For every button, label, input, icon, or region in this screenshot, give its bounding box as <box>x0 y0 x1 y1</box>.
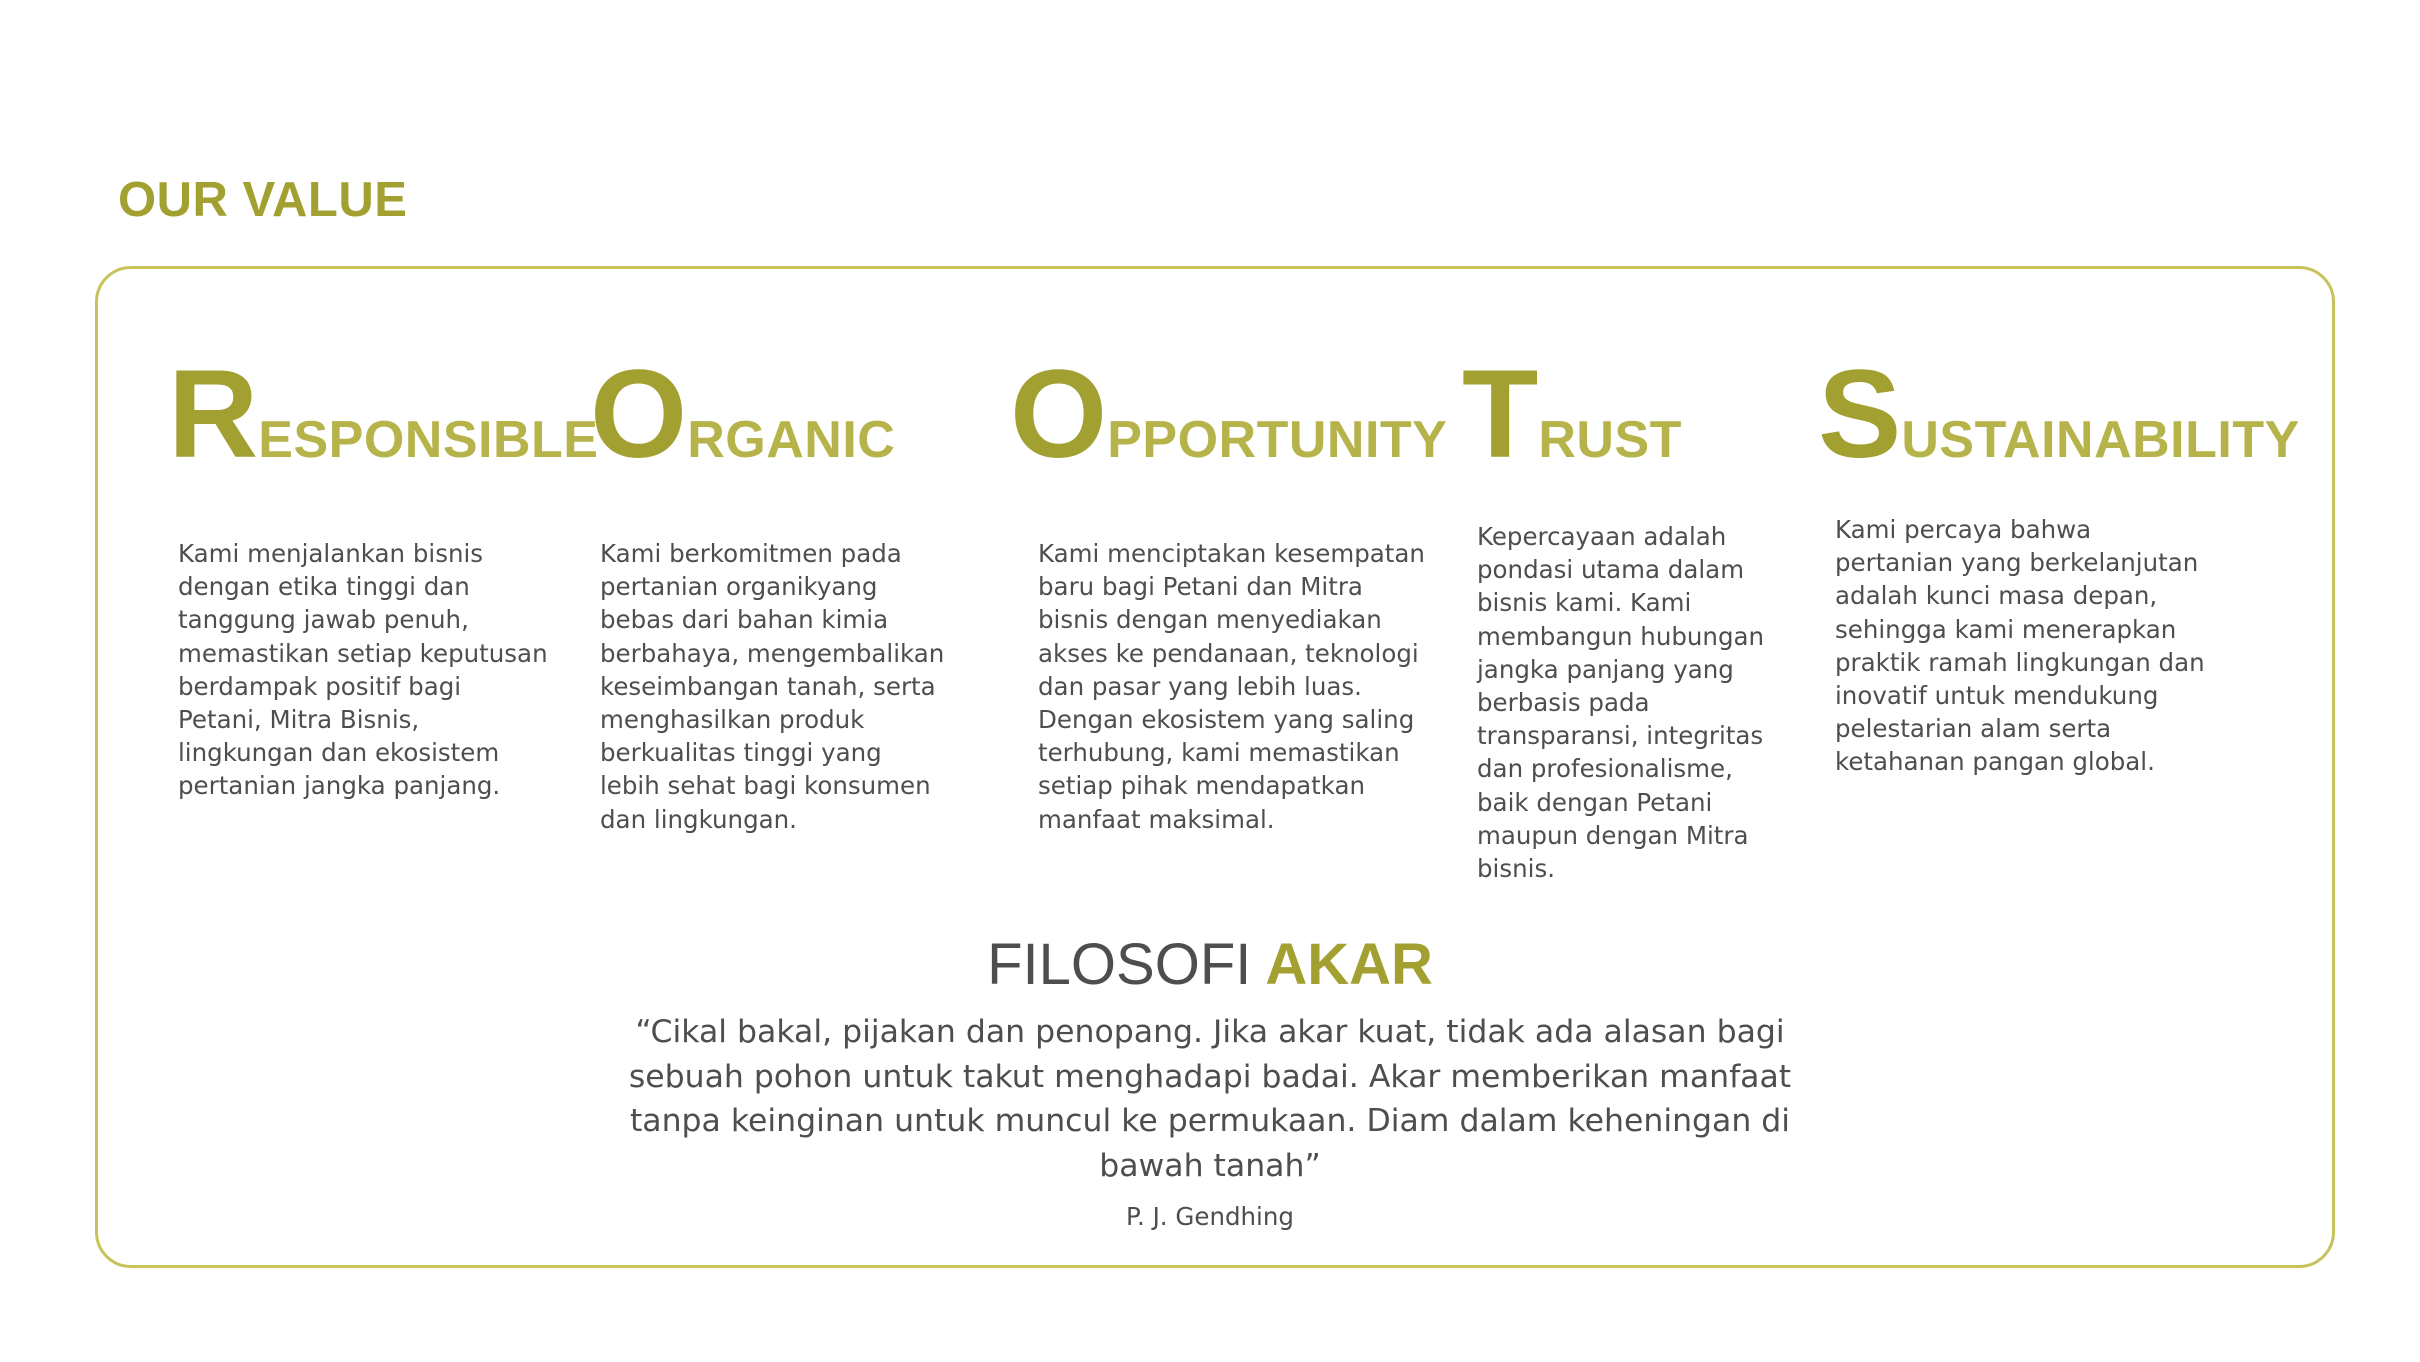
value-description: Kami percaya bahwa pertanian yang berkelanjutan adalah kunci masa depan, sehingga kami menerapkan praktik ramah lingkungan dan inovatif untuk mendukung pelestarian alam serta ketahanan pangan global. <box>1835 515 2205 777</box>
philosophy-title-strong: AKAR <box>1265 932 1433 997</box>
value-heading-sustainability <box>1818 345 2300 484</box>
value-organic <box>590 345 990 870</box>
value-description: Kami menciptakan kesempatan baru bagi Petani dan Mitra bisnis dengan menyediakan akses ke pendanaan, teknologi dan pasar yang lebih luas. Dengan ekosistem yang saling terhubung, kami memastikan setiap pihak mendapatkan manfaat maksimal. <box>1038 539 1425 834</box>
value-description: Kepercayaan adalah pondasi utama dalam bisnis kami. Kami membangun hubungan jangka panjang yang berbasis pada transparansi, integritas dan profesionalisme, baik dengan Petani maupun dengan Mitra bisnis. <box>1477 522 1765 884</box>
value-heading-trust <box>1462 345 1682 484</box>
value-heading-opportunity <box>1010 345 1448 484</box>
value-initial: O <box>1010 345 1108 484</box>
value-initial: T <box>1462 345 1539 484</box>
value-word: USTAINABILITY <box>1901 411 2300 469</box>
value-description: Kami menjalankan bisnis dengan etika tinggi dan tanggung jawab penuh, memastikan setiap keputusan berdampak positif bagi Petani, Mitra Bisnis, lingkungan dan ekosistem pertanian jangka panjang. <box>178 539 548 801</box>
section-title: OUR VALUE <box>118 173 408 227</box>
value-word: RGANIC <box>687 411 896 469</box>
value-responsible <box>168 345 599 830</box>
value-description: Kami berkomitmen pada pertanian organikyang bebas dari bahan kimia berbahaya, mengembalikan keseimbangan tanah, serta menghasilkan produk berkualitas tinggi yang lebih sehat bagi konsumen dan lingkungan. <box>600 539 945 834</box>
value-heading-organic <box>590 345 896 484</box>
philosophy-title-light: FILOSOFI <box>987 932 1252 997</box>
philosophy-title <box>0 932 2420 997</box>
value-initial: R <box>168 345 259 484</box>
value-word: PPORTUNITY <box>1107 411 1448 469</box>
value-initial: O <box>590 345 688 484</box>
value-word: ESPONSIBLE <box>258 411 599 469</box>
quote-author: P. J. Gendhing <box>1126 1202 1294 1231</box>
philosophy-quote: “Cikal bakal, pijakan dan penopang. Jika akar kuat, tidak ada alasan bagi sebuah pohon untuk takut menghadapi badai. Akar memberikan manfaat tanpa keinginan untuk muncul ke permukaan. Diam dalam keheningan di bawah tanah” <box>628 1014 1792 1185</box>
value-trust <box>1462 345 1782 890</box>
value-sustainability <box>1818 345 2300 800</box>
value-heading-responsible <box>168 345 599 484</box>
value-word: RUST <box>1538 411 1682 469</box>
value-initial: S <box>1818 345 1902 484</box>
value-opportunity <box>1010 345 1450 870</box>
